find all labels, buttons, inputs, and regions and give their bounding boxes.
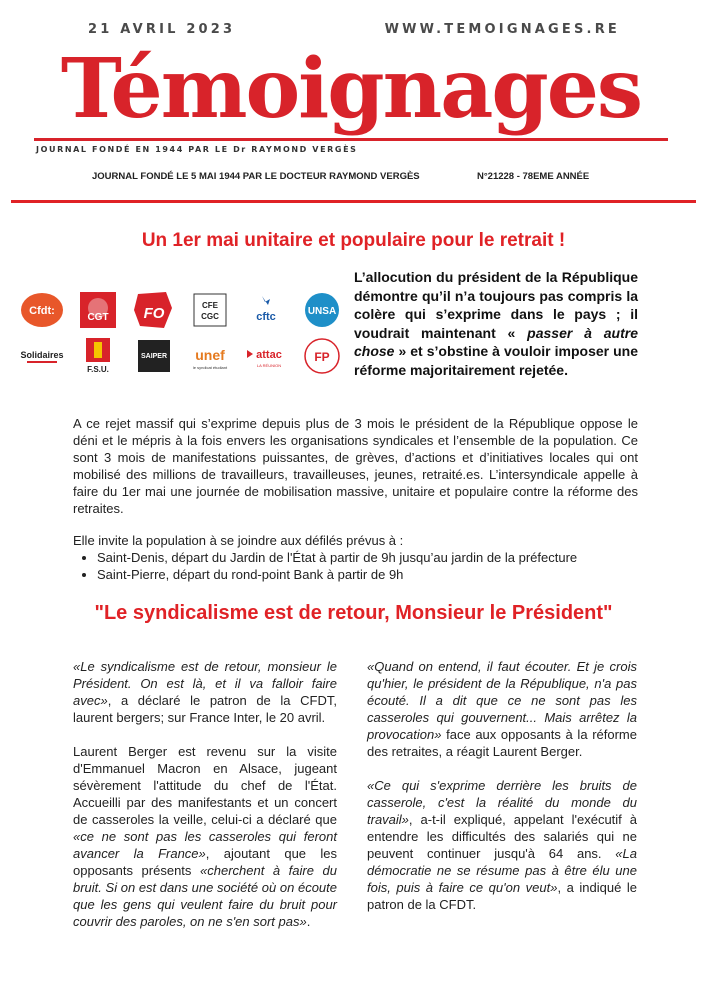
- article-lede: [354, 268, 638, 380]
- cfdt-logo: [18, 290, 66, 330]
- attac-logo: [242, 336, 290, 376]
- issue-date: 21 AVRIL 2023: [88, 22, 236, 37]
- list-item: • Saint-Pierre, départ du rond-point Bank à partir de 9h: [97, 566, 662, 583]
- paragraph: [367, 777, 637, 913]
- info-bar: [92, 171, 602, 182]
- quote: «ce ne sont pas les casseroles qui feront avancer la France»: [73, 829, 337, 861]
- cfdt-logo-text: Cfdt:: [29, 305, 55, 317]
- lede-part-1: L’allocution du président de la République démontre qu’il n’a toujours pas compris la colère qui s’exprime dans le pays ; il voudrait maintenant «: [354, 269, 638, 341]
- header-divider: [11, 200, 696, 203]
- svg-text:le syndicat étudiant: le syndicat étudiant: [192, 365, 228, 370]
- founding-note: JOURNAL FONDÉ LE 5 MAI 1944 PAR LE DOCTEUR RAYMOND VERGÈS: [92, 171, 420, 182]
- march-list: [73, 549, 662, 583]
- quote: «Quand on entend, il faut écouter. Et je crois qu'hier, le président de la République, n'a pas écouté. Il a dit que ce ne sont pas les casseroles qui gouvernent... Mais arrêtez la provocation»: [367, 659, 637, 742]
- saiper-logo: [130, 336, 178, 376]
- text-run: , a déclaré le patron de la CFDT, laurent bergers; sur France Inter, le 20 avril.: [73, 693, 337, 725]
- fo-logo: [130, 290, 178, 330]
- unef-logo: [186, 336, 234, 376]
- invite-text: Elle invite la population à se joindre aux défilés prévus à :: [73, 533, 404, 548]
- svg-text:CFE: CFE: [202, 301, 218, 310]
- masthead-subtitle: JOURNAL FONDÉ EN 1944 PAR LE Dr RAYMOND VERGÈS: [36, 145, 358, 154]
- article-body: A ce rejet massif qui s’exprime depuis plus de 3 mois le président de la République oppose le déni et le mépris à la fois envers les organisations syndicales et l’ensemble de la population. Ce sont 3 mois de manifestations puissantes, de grèves, d’actions et d’initiatives locales qui ont mobilisé des millions de travailleurs, travailleuses, jeunes, retraité.es. L’intersyndicale appelle à faire du 1er mai une journée de mobilisation massive, unitaire et populaire contre la réforme des retraites.: [73, 416, 638, 516]
- svg-text:CGC: CGC: [201, 312, 219, 321]
- lede-quote: passer à autre chose: [354, 324, 638, 360]
- attac-logo-text: attac: [256, 349, 282, 361]
- cgt-logo: [74, 290, 122, 330]
- text-run: face aux opposants à la réforme des retraites, a réagit Laurent Berger.: [367, 727, 637, 759]
- cgt-logo-text: CGT: [87, 312, 109, 323]
- fp-logo-text: FP: [314, 350, 330, 364]
- unsa-logo: [298, 290, 346, 330]
- saiper-logo-text: SAIPER: [140, 353, 168, 360]
- website-url[interactable]: WWW.TEMOIGNAGES.RE: [384, 22, 620, 37]
- issue-number: N°21228 - 78EME ANNÉE: [477, 171, 590, 182]
- unef-logo-text: unef: [195, 347, 225, 363]
- text-run: , a-t-il expliqué, appelant l'exécutif à entendre les difficultés des salariés qui ne peuvent continuer jusqu'à 64 ans.: [367, 812, 637, 861]
- cfe-cgc-logo: [186, 290, 234, 330]
- quote: «La démocratie ne se résume pas à être élu une fois, puis à faire ce qu'on veut»: [367, 846, 637, 895]
- paragraph: [73, 658, 337, 726]
- column-right: [367, 658, 637, 930]
- svg-text:LA RÉUNION: LA RÉUNION: [256, 363, 282, 368]
- cftc-logo: [242, 290, 290, 330]
- paragraph: [73, 743, 337, 930]
- masthead: [34, 41, 668, 162]
- text-run: .: [306, 914, 311, 929]
- fsu-logo-text: F.S.U.: [87, 365, 109, 374]
- masthead-title: Témoignages: [60, 41, 642, 137]
- text-run: Laurent Berger est revenu sur la visite d'Emmanuel Macron en Alsace, jugeant sévèrement l'attitude du chef de l'État. Accueilli par des manifestants et un concert de casseroles la veille, celui-ci a déclaré que: [73, 744, 337, 827]
- masthead-rule: [34, 138, 668, 141]
- solidaires-logo-text: Solidaires: [20, 350, 64, 360]
- lede-part-2: » et s’obstine à vouloir imposer une réforme majoritairement rejetée.: [354, 343, 638, 378]
- fo-logo-text: FO: [143, 305, 165, 322]
- quote: «Ce qui s'exprime derrière les bruits de casserole, c'est la réalité du monde du travail»: [367, 778, 637, 827]
- cftc-logo-text: cftc: [256, 311, 276, 323]
- second-headline: "Le syndicalisme est de retour, Monsieur le Président": [94, 602, 613, 624]
- fonction-publique-logo: [298, 336, 346, 376]
- top-line: [88, 22, 620, 37]
- quote: «Le syndicalisme est de retour, monsieur le Président. On est là, et il va falloir faire avec»: [73, 659, 337, 708]
- column-left: [73, 658, 337, 947]
- text-run: , ajoutant que les opposants présents: [73, 846, 337, 878]
- fsu-logo: [74, 336, 122, 376]
- union-logos: [18, 290, 348, 376]
- solidaires-logo: [18, 336, 66, 376]
- list-item: • Saint-Denis, départ du Jardin de l'État à partir de 9h jusqu’au jardin de la préfecture: [97, 549, 662, 566]
- unsa-logo-text: UNSA: [307, 306, 337, 317]
- article-headline: Un 1er mai unitaire et populaire pour le retrait !: [141, 230, 566, 251]
- paragraph: [367, 658, 637, 760]
- quote: «cherchent à faire du bruit. Si on est dans une société où on écoute que les gens qui veulent faire du bruit pour couvrir des paroles, on ne s'en sort pas»: [73, 863, 338, 929]
- text-run: , a indiqué le patron de la CFDT.: [367, 880, 637, 912]
